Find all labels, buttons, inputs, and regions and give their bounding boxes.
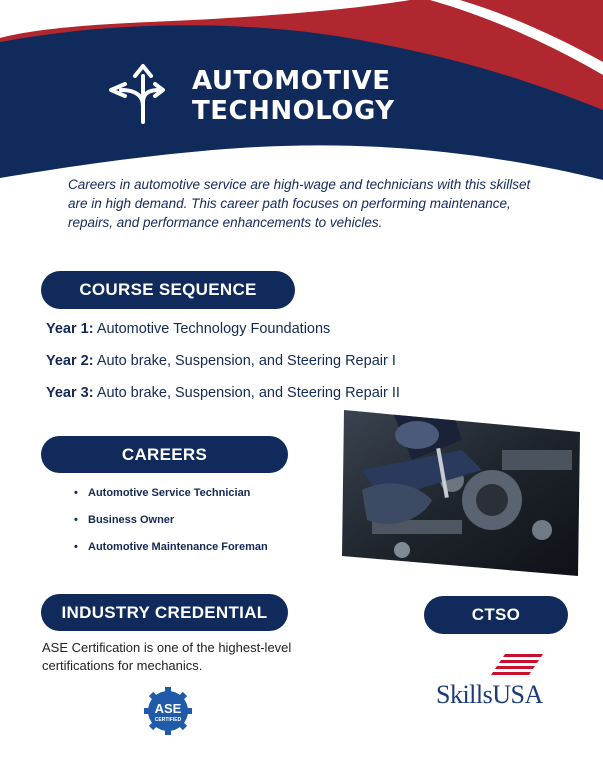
year-3-label: Year 3: <box>46 385 94 401</box>
careers-list <box>70 487 268 568</box>
intro-paragraph: Careers in automotive service are high-wage and technicians with this skillset are in high demand. This career path focuses on performing maintenance, repairs, and performance enhancements to vehicles. <box>68 177 531 230</box>
credential-description: ASE Certification is one of the highest-level certifications for mechanics. <box>42 640 292 673</box>
year-2-course: Auto brake, Suspension, and Steering Repair I <box>96 353 396 369</box>
title-line-2: TECHNOLOGY <box>192 96 395 126</box>
career-item: • Business Owner <box>70 514 268 541</box>
skillsusa-flag-icon <box>435 652 545 678</box>
ase-logo-subtext: CERTIFIED <box>154 717 182 723</box>
title-line-1: AUTOMOTIVE <box>192 66 391 96</box>
year-2-label: Year 2: <box>46 353 94 369</box>
skillsusa-logo-part-a: Skills <box>436 680 493 709</box>
industry-credential-heading: INDUSTRY CREDENTIAL <box>41 594 288 631</box>
careers-heading: CAREERS <box>41 436 288 473</box>
year-1-course: Automotive Technology Foundations <box>96 321 331 337</box>
year-1-row <box>46 321 330 337</box>
ase-logo-text: ASE <box>154 701 182 716</box>
page-title <box>192 66 395 126</box>
ase-certified-logo <box>144 687 192 735</box>
course-sequence-heading: COURSE SEQUENCE <box>41 271 295 309</box>
year-1-label: Year 1: <box>46 321 94 337</box>
skillsusa-logo <box>436 680 543 710</box>
year-3-row <box>46 385 400 401</box>
skillsusa-logo-part-b: USA <box>492 680 543 709</box>
career-item: • Automotive Service Technician <box>70 487 268 514</box>
ctso-heading: CTSO <box>424 596 568 634</box>
year-2-row <box>46 353 396 369</box>
year-3-course: Auto brake, Suspension, and Steering Repair II <box>96 385 400 401</box>
branching-arrows-icon <box>103 62 167 124</box>
engine-repair-photo <box>342 410 580 576</box>
career-item: • Automotive Maintenance Foreman <box>70 541 268 568</box>
